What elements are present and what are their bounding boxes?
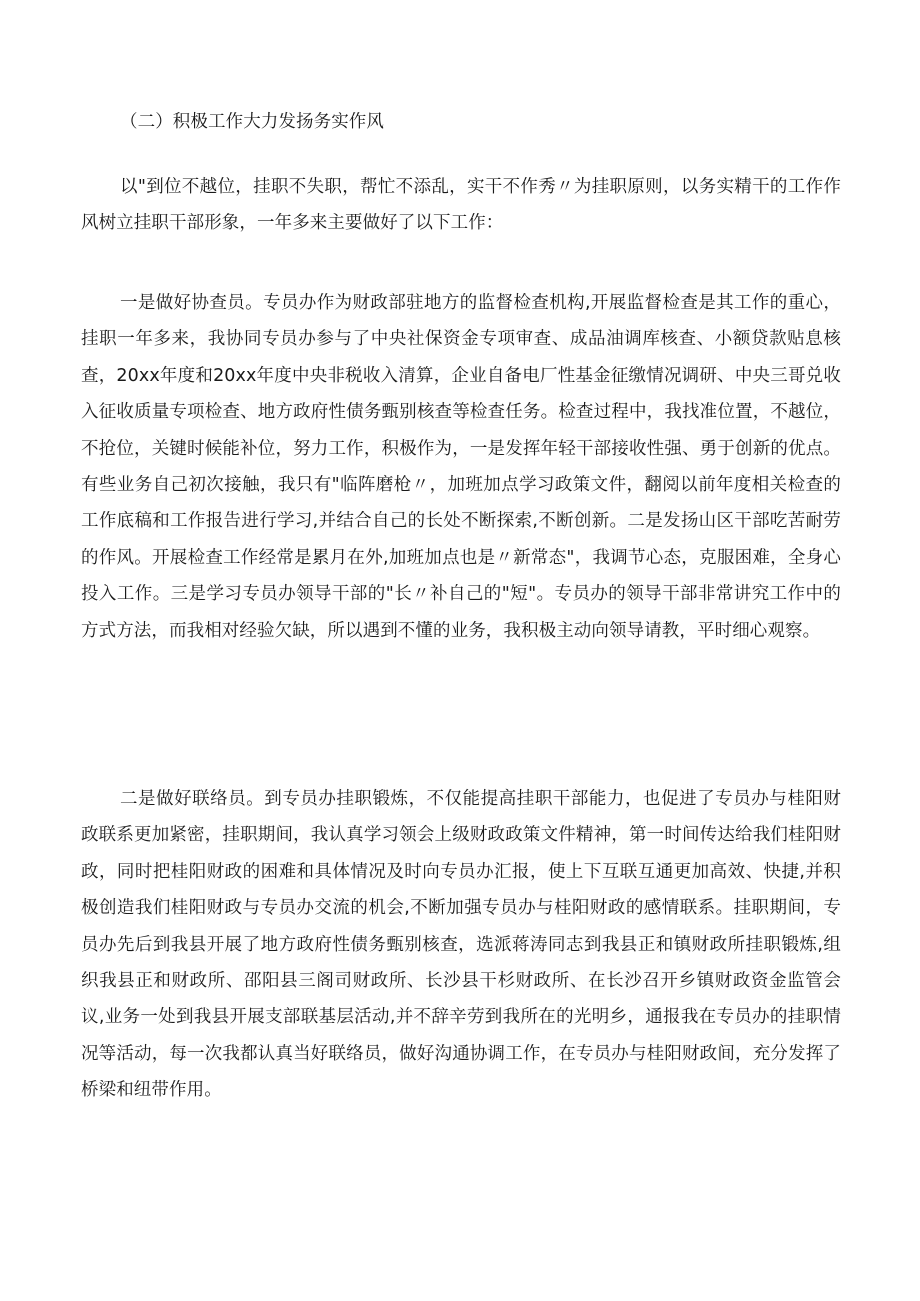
- paragraph-liaison: 二是做好联络员。到专员办挂职锻炼，不仅能提高挂职干部能力，也促进了专员办与桂阳财政联系更加紧密，挂职期间，我认真学习领会上级财政政策文件精神，第一时间传达给我们桂阳财政，同时把桂阳财政的困难和具体情况及时向专员办汇报，使上下互联互通更加高效、快捷,并积极创造我们桂阳财政与专员办交流的机会,不断加强专员办与桂阳财政的感情联系。挂职期间，专员办先后到我县开展了地方政府性债务甄别核查，选派蒋涛同志到我县正和镇财政所挂职锻炼,组织我县正和财政所、邵阳县三阁司财政所、长沙县干杉财政所、在长沙召开乡镇财政资金监管会议,业务一处到我县开展支部联基层活动,并不辞辛劳到我所在的光明乡，通报我在专员办的挂职情况等活动，每一次我都认真当好联络员，做好沟通协调工作，在专员办与桂阳财政间，充分发挥了桥梁和纽带作用。: [81, 789, 841, 1101]
- section-heading: （二）积极工作大力发扬务实作风: [120, 112, 384, 132]
- paragraph-principles: 以"到位不越位，挂职不失职，帮忙不添乱，实干不作秀〃为挂职原则，以务实精干的工作作风树立挂职干部形象，一年多来主要做好了以下工作：: [81, 177, 841, 234]
- paragraph-inspector: 一是做好协查员。专员办作为财政部驻地方的监督检查机构,开展监督检查是其工作的重心，挂职一年多来，我协同专员办参与了中央社保资金专项审查、成品油调库核查、小额贷款贴息核查，20xx年度和20xx年度中央非税收入清算，企业自备电厂性基金征缴情况调研、中央三哥兑收入征收质量专项检查、地方政府性债务甄别核查等检查任务。检查过程中，我找准位置，不越位，不抢位，关键时候能补位，努力工作，积极作为，一是发挥年轻干部接收性强、勇于创新的优点。有些业务自己初次接触，我只有"临阵磨枪〃，加班加点学习政策文件，翻阅以前年度相关检查的工作底稿和工作报告进行学习,并结合自己的长处不断探索,不断创新。二是发扬山区干部吃苦耐劳的作风。开展检查工作经常是累月在外,加班加点也是〃新常态"，我调节心态，克服困难，全身心投入工作。三是学习专员办领导干部的"长〃补自己的"短"。专员办的领导干部非常讲究工作中的方式方法，而我相对经验欠缺，所以遇到不懂的业务，我积极主动向领导请教，平时细心观察。: [81, 293, 841, 641]
